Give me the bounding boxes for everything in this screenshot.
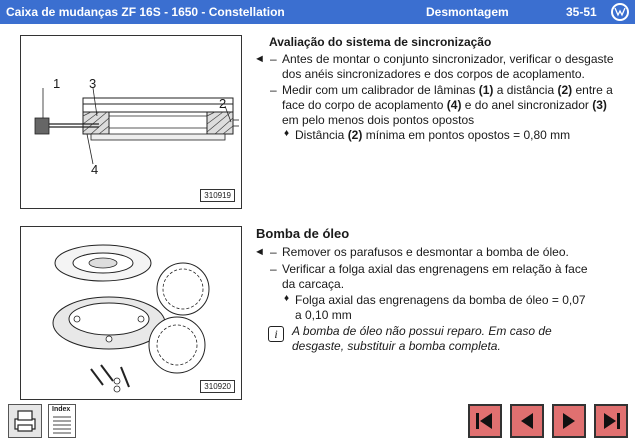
info-icon: i	[268, 326, 284, 342]
callout-4: 4	[91, 162, 99, 177]
header-bar	[0, 0, 635, 24]
oil-pump-figure	[20, 226, 242, 400]
figure-code: 310920	[200, 380, 235, 393]
section-title-synchronization: Avaliação do sistema de sincronização	[269, 35, 492, 49]
callout-3: 3	[89, 76, 97, 91]
pointer-arrow-icon: ◄	[254, 246, 265, 258]
spec-text: Folga axial das engrenagens da bomba de óleo = 0,07 a 0,10 mm	[295, 293, 586, 322]
last-page-icon	[596, 406, 626, 436]
diamond-bullet-icon: ♦	[284, 293, 290, 304]
pointer-arrow-icon: ◄	[254, 53, 265, 65]
list-dash: –	[270, 52, 277, 66]
header-page-number: 35-51	[566, 5, 597, 19]
synchronizer-drawing	[21, 36, 241, 208]
first-page-icon	[470, 406, 500, 436]
synchronizer-figure	[20, 35, 242, 209]
previous-page-button[interactable]	[510, 404, 544, 438]
printer-icon	[9, 405, 41, 437]
first-page-button[interactable]	[468, 404, 502, 438]
spec-text: Distância (2) mínima em pontos opostos = 0,80 mm	[295, 128, 571, 142]
list-dash: –	[270, 245, 277, 259]
index-list-icon	[49, 405, 75, 437]
print-button[interactable]	[8, 404, 42, 438]
instruction-text: Antes de montar o conjunto sincronizador, verificar o desgaste dos anéis sincronizadores e dos corpos de acoplamento.	[282, 52, 614, 81]
list-dash: –	[270, 83, 277, 97]
instruction-text: Medir com um calibrador de lâminas (1) a distância (2) entre a face do corpo de acoplamento (4) e do anel sincronizador (3) em pelo menos dois pontos opostos	[282, 83, 613, 127]
oil-pump-drawing	[21, 227, 241, 399]
section-title-oil-pump: Bomba de óleo	[256, 226, 350, 241]
instruction-text: Verificar a folga axial das engrenagens em relação à face da carcaça.	[282, 262, 588, 291]
figure-code: 310919	[200, 189, 235, 202]
next-page-icon	[554, 406, 584, 436]
volkswagen-logo-icon	[611, 3, 629, 21]
diamond-bullet-icon: ♦	[284, 128, 290, 139]
note-text: A bomba de óleo não possui reparo. Em caso de desgaste, substituir a bomba completa.	[292, 324, 552, 353]
last-page-button[interactable]	[594, 404, 628, 438]
list-dash: –	[270, 262, 277, 276]
index-label: Index	[52, 406, 71, 413]
next-page-button[interactable]	[552, 404, 586, 438]
previous-page-icon	[512, 406, 542, 436]
instruction-text: Remover os parafusos e desmontar a bomba de óleo.	[282, 245, 569, 259]
header-section: Desmontagem	[426, 5, 509, 19]
callout-2: 2	[219, 96, 227, 111]
header-title: Caixa de mudanças ZF 16S - 1650 - Constellation	[6, 5, 285, 19]
callout-1: 1	[53, 76, 61, 91]
index-button[interactable]	[48, 404, 76, 438]
